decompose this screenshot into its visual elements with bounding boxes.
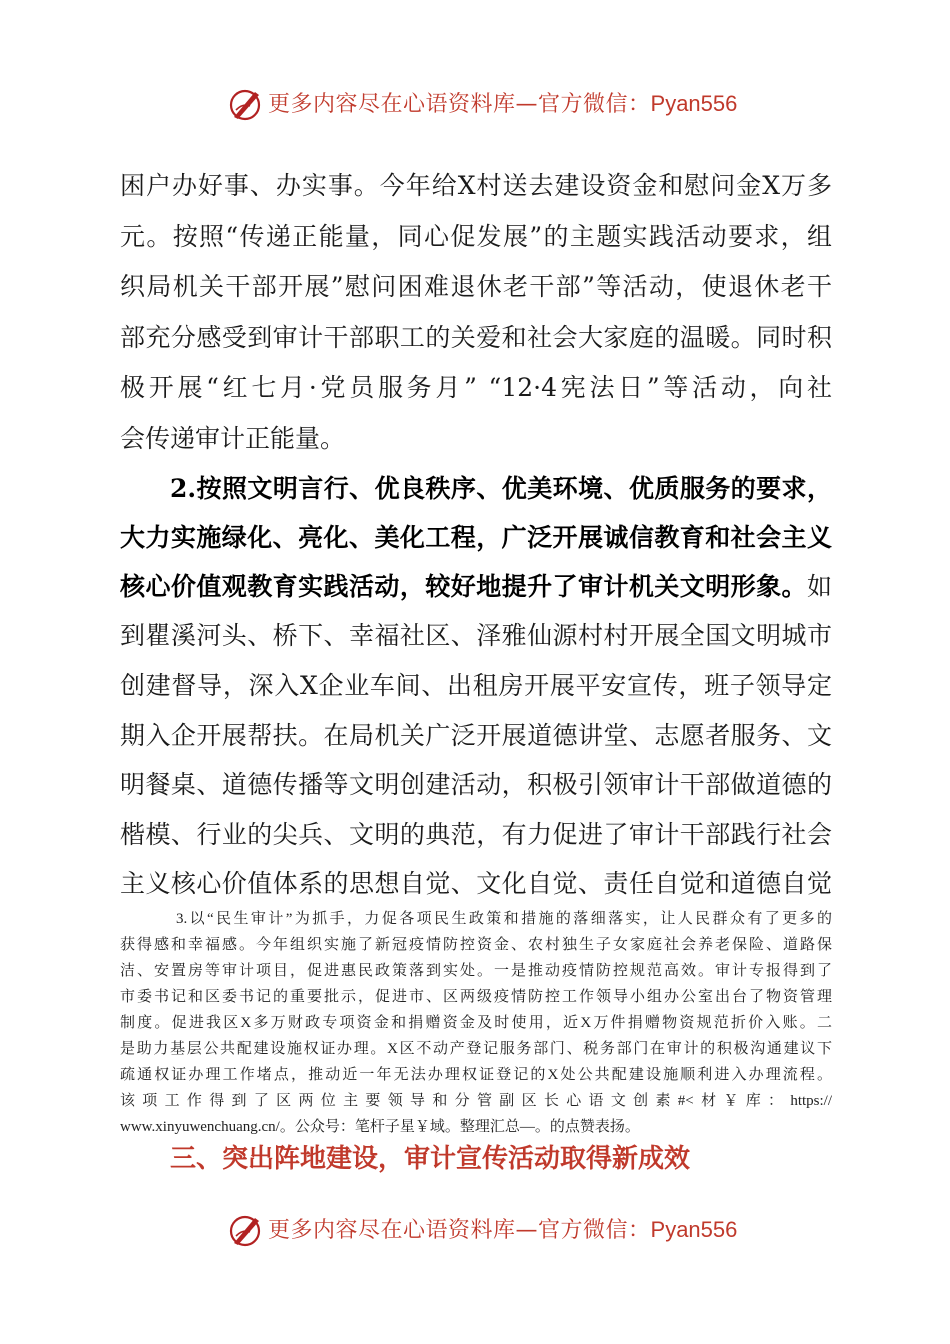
body-line: 创建督导，深入X企业车间、出租房开展平安宣传，班子领导定	[120, 671, 832, 700]
header-watermark-banner	[0, 80, 950, 130]
footer-watermark-banner	[0, 1206, 950, 1256]
body-fragment: 如	[806, 572, 832, 601]
body-line: 主义核心价值体系的思想自觉、文化自觉、责任自觉和道德自觉	[120, 869, 832, 898]
small-text-line: 洁、安置房等审计项目，促进惠民政策落到实处。一是推动疫情防控规范高效。审计专报得到了	[120, 963, 832, 979]
body-line: 会传递审计正能量。	[120, 424, 346, 453]
small-text-line: www.xinyuwenchuang.cn/。公众号：笔杆子星￥域。整理汇总—。的点赞表扬。	[120, 1119, 640, 1135]
body-line: 困户办好事、办实事。今年给X村送去建设资金和慰问金X万多	[120, 171, 832, 200]
banner-slogan: 更多内容尽在心语资料库—官方微信：	[268, 92, 651, 117]
bold-heading-tail: 核心价值观教育实践活动，较好地提升了审计机关文明形象。	[120, 572, 807, 601]
bold-heading-line: 大力实施绿化、亮化、美化工程，广泛开展诚信教育和社会主义	[120, 523, 832, 552]
body-line: 到瞿溪河头、桥下、幸福社区、泽雅仙源村村开展全国文明城市	[120, 621, 832, 650]
section-heading: 三、突出阵地建设，审计宣传活动取得新成效	[170, 1144, 691, 1174]
small-text-line: 该项工作得到了区两位主要领导和分管副区长心语文创素#<材￥库：https://	[120, 1093, 832, 1109]
banner-slogan: 更多内容尽在心语资料库—官方微信：	[268, 1218, 651, 1243]
bold-heading-line: 2.按照文明言行、优良秩序、优美环境、优质服务的要求，	[170, 474, 832, 503]
small-text-line: 制度。促进我区X多万财政专项资金和捐赠资金及时使用，近X万件捐赠物资规范折价入账。二	[120, 1015, 832, 1031]
body-line: 期入企开展帮扶。在局机关广泛开展道德讲堂、志愿者服务、文	[120, 721, 832, 750]
body-line: 极开展“红七月·党员服务月” “12·4宪法日”等活动，向社	[120, 373, 832, 402]
small-text-line: 市委书记和区委书记的重要批示，促进市、区两级疫情防控工作领导小组办公室出台了物资管理	[120, 989, 832, 1005]
quill-pen-logo-icon	[228, 1212, 264, 1248]
wechat-id: Pyan556	[650, 91, 738, 116]
banner-text	[268, 1215, 737, 1246]
wechat-id: Pyan556	[650, 1217, 738, 1242]
body-line: 楷模、行业的尖兵、文明的典范，有力促进了审计干部践行社会	[120, 820, 832, 849]
small-text-line: 疏通权证办理工作堵点，推动近一年无法办理权证登记的X处公共配建设施顺利进入办理流程。	[120, 1067, 832, 1083]
body-line: 部充分感受到审计干部职工的关爱和社会大家庭的温暖。同时积	[120, 323, 832, 352]
mixed-line	[120, 562, 832, 612]
small-text-line: 3.以“民生审计”为抓手，力促各项民生政策和措施的落细落实，让人民群众有了更多的	[176, 911, 832, 927]
small-text-line: 是助力基层公共配建设施权证办理。X区不动产登记服务部门、税务部门在审计的积极沟通建议下	[120, 1041, 832, 1057]
body-line: 元。按照“传递正能量，同心促发展”的主题实践活动要求，组	[120, 222, 832, 251]
small-text-line: 获得感和幸福感。今年组织实施了新冠疫情防控资金、农村独生子女家庭社会养老保险、道路保	[120, 937, 832, 953]
body-line: 明餐桌、道德传播等文明创建活动，积极引领审计干部做道德的	[120, 770, 832, 799]
banner-text	[268, 89, 737, 120]
quill-pen-logo-icon	[228, 86, 264, 122]
body-line: 织局机关干部开展”慰问困难退休老干部”等活动，使退休老干	[120, 272, 832, 301]
